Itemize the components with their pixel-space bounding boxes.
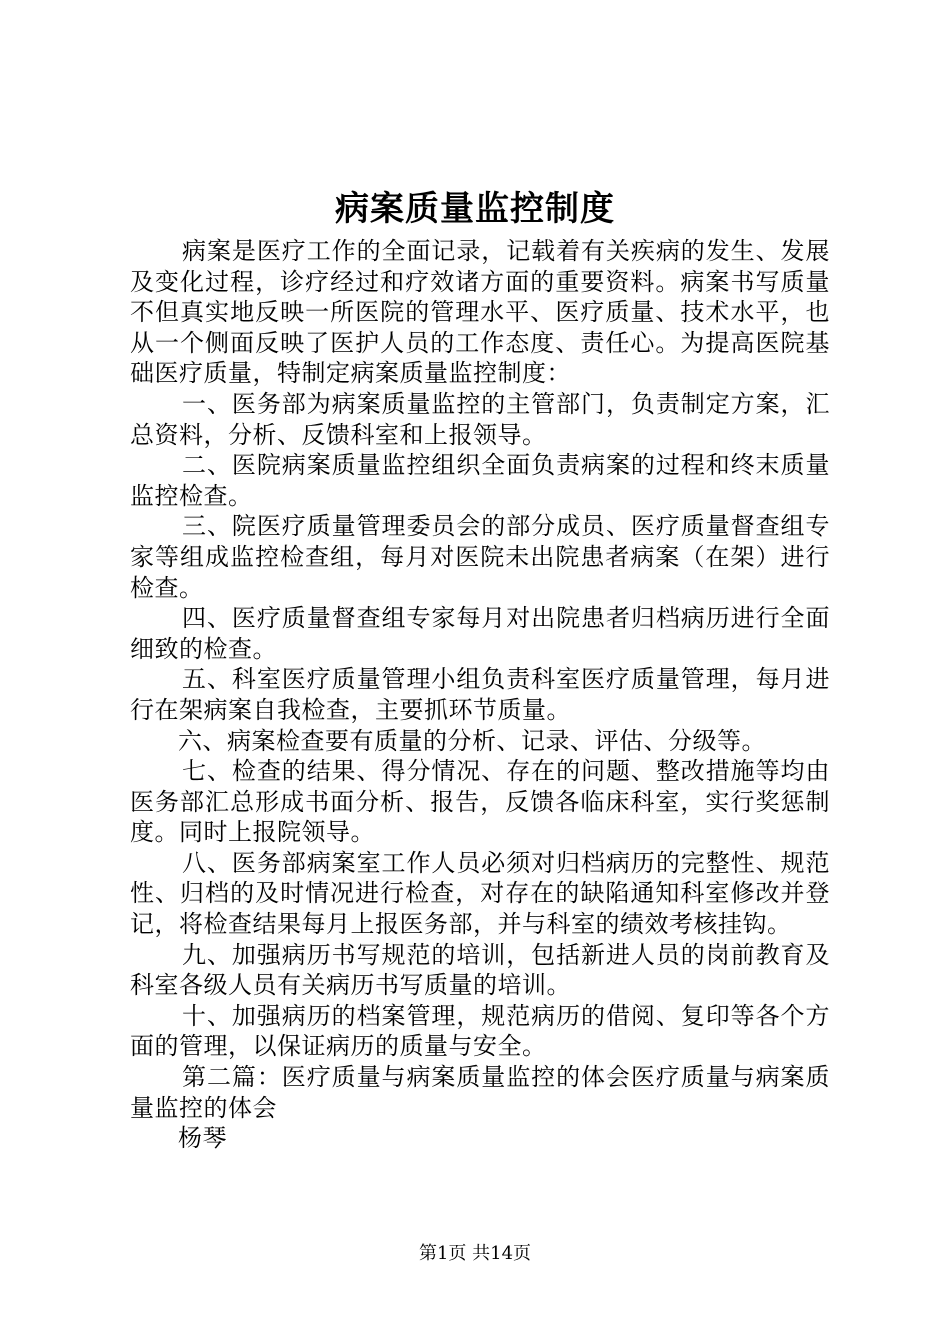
clause-7-paragraph: 七、检查的结果、得分情况、存在的问题、整改措施等均由医务部汇总形成书面分析、报告，反馈各临床科室，实行奖惩制度。同时上报院领导。 — [130, 757, 830, 847]
clause-2-paragraph: 二、医院病案质量监控组织全面负责病案的过程和终末质量监控检查。 — [130, 451, 830, 510]
clause-9-paragraph: 九、加强病历书写规范的培训，包括新进人员的岗前教育及科室各级人员有关病历书写质量的培训。 — [130, 940, 830, 1000]
clause-10-paragraph: 十、加强病历的档案管理，规范病历的借阅、复印等各个方面的管理，以保证病历的质量与安全。 — [130, 1001, 830, 1061]
clause-1-paragraph: 一、医务部为病案质量监控的主管部门，负责制定方案，汇总资料，分析、反馈科室和上报领导。 — [130, 389, 830, 449]
document-title: 病案质量监控制度 — [335, 189, 615, 229]
clause-8-paragraph: 八、医务部病案室工作人员必须对归档病历的完整性、规范性、归档的及时情况进行检查，对存在的缺陷通知科室修改并登记，将检查结果每月上报医务部，并与科室的绩效考核挂钩。 — [130, 848, 830, 939]
page-footer: 第1页 共14页 — [418, 1243, 532, 1264]
second-part-heading: 第二篇：医疗质量与病案质量监控的体会医疗质量与病案质量监控的体会 — [130, 1063, 830, 1122]
intro-paragraph: 病案是医疗工作的全面记录，记载着有关疾病的发生、发展及变化过程，诊疗经过和疗效诸方面的重要资料。病案书写质量不但真实地反映一所医院的管理水平、医疗质量、技术水平，也从一个侧面反映了医护人员的工作态度、责任心。为提高医院基础医疗质量，特制定病案质量监控制度： — [130, 237, 830, 388]
clause-5-paragraph: 五、科室医疗质量管理小组负责科室医疗质量管理，每月进行在架病案自我检查，主要抓环节质量。 — [130, 665, 830, 724]
clause-4-paragraph: 四、医疗质量督查组专家每月对出院患者归档病历进行全面细致的检查。 — [130, 604, 830, 663]
clause-3-paragraph: 三、院医疗质量管理委员会的部分成员、医疗质量督查组专家等组成监控检查组，每月对医院未出院患者病案（在架）进行检查。 — [130, 512, 830, 602]
author-name: 杨琴 — [178, 1124, 227, 1153]
document-body — [130, 236, 830, 1154]
clause-6-paragraph: 六、病案检查要有质量的分析、记录、评估、分级等。 — [178, 726, 766, 755]
